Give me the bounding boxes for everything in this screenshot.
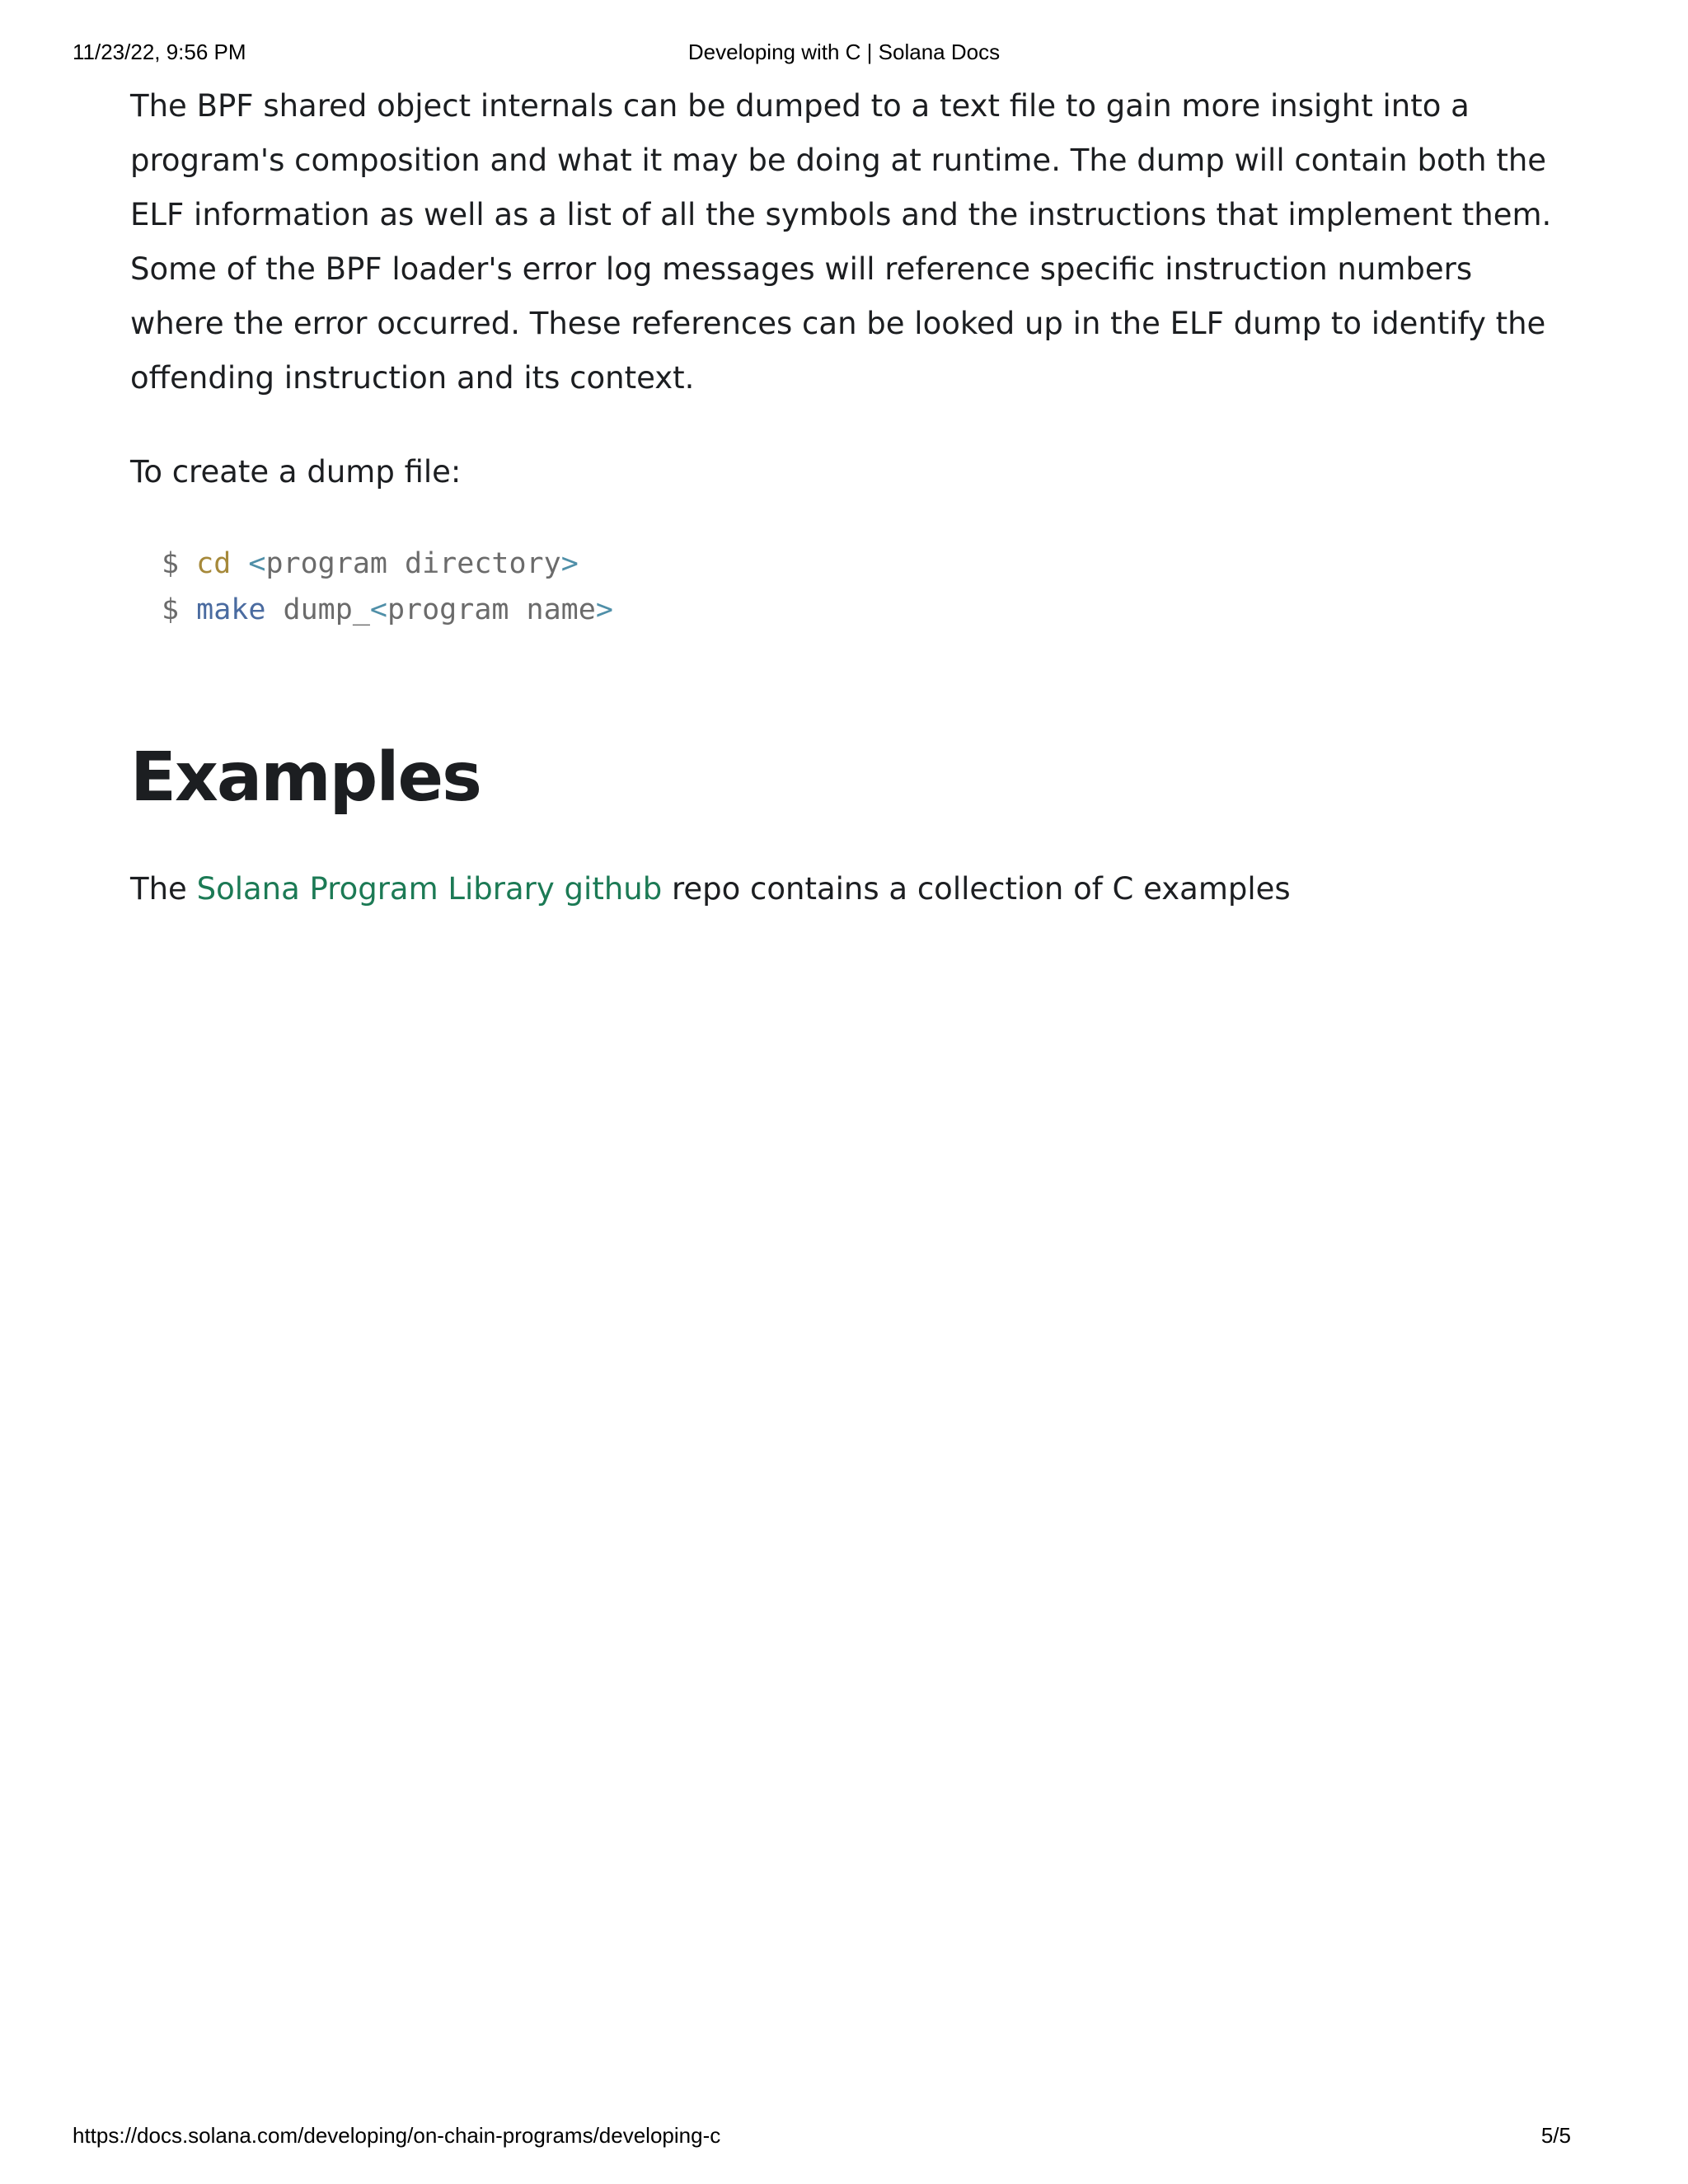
code-prompt: $ — [162, 547, 180, 580]
code-arg-program-directory: program directory — [265, 547, 561, 580]
print-page-number: 5/5 — [1540, 2123, 1571, 2148]
code-line-cd — [162, 541, 1564, 587]
code-angle-open: < — [369, 593, 387, 626]
print-datetime: 11/23/22, 9:56 PM — [73, 40, 246, 64]
code-arg-program-name: program name — [387, 593, 596, 626]
code-command-make: make — [196, 593, 266, 626]
code-line-make — [162, 587, 1564, 633]
examples-text-after: repo contains a collection of C examples — [662, 871, 1291, 907]
code-block — [130, 541, 1564, 633]
examples-heading: Examples — [130, 738, 481, 817]
code-angle-close: > — [595, 593, 613, 626]
code-prompt: $ — [162, 593, 180, 626]
examples-text-before: The — [130, 871, 197, 907]
dump-instruction: To create a dump file: — [130, 454, 462, 490]
examples-paragraph — [130, 862, 1564, 916]
code-command-cd: cd — [196, 547, 232, 580]
print-page-title: Developing with C | Solana Docs — [687, 40, 1001, 64]
print-header — [73, 40, 1615, 69]
code-angle-open: < — [248, 547, 266, 580]
doc-content — [130, 79, 1564, 916]
spl-github-link[interactable]: Solana Program Library github — [196, 871, 663, 907]
print-footer — [73, 2123, 1615, 2153]
code-dump-prefix: dump_ — [283, 593, 370, 626]
code-angle-close: > — [560, 547, 579, 580]
intro-paragraph: The BPF shared object internals can be dumped to a text file to gain more insight into a program's composition and what it may be doing at runtime. The dump will contain both the ELF information as well as a list of all the symbols and the instructions that implement them. Some of the BPF loader's error log messages will reference specific instruction numbers where the error occurred. These references can be looked up in the ELF dump to identify the offending instruction and its context. — [130, 88, 1552, 396]
print-url: https://docs.solana.com/developing/on-chain-programs/developing-c — [73, 2123, 721, 2148]
